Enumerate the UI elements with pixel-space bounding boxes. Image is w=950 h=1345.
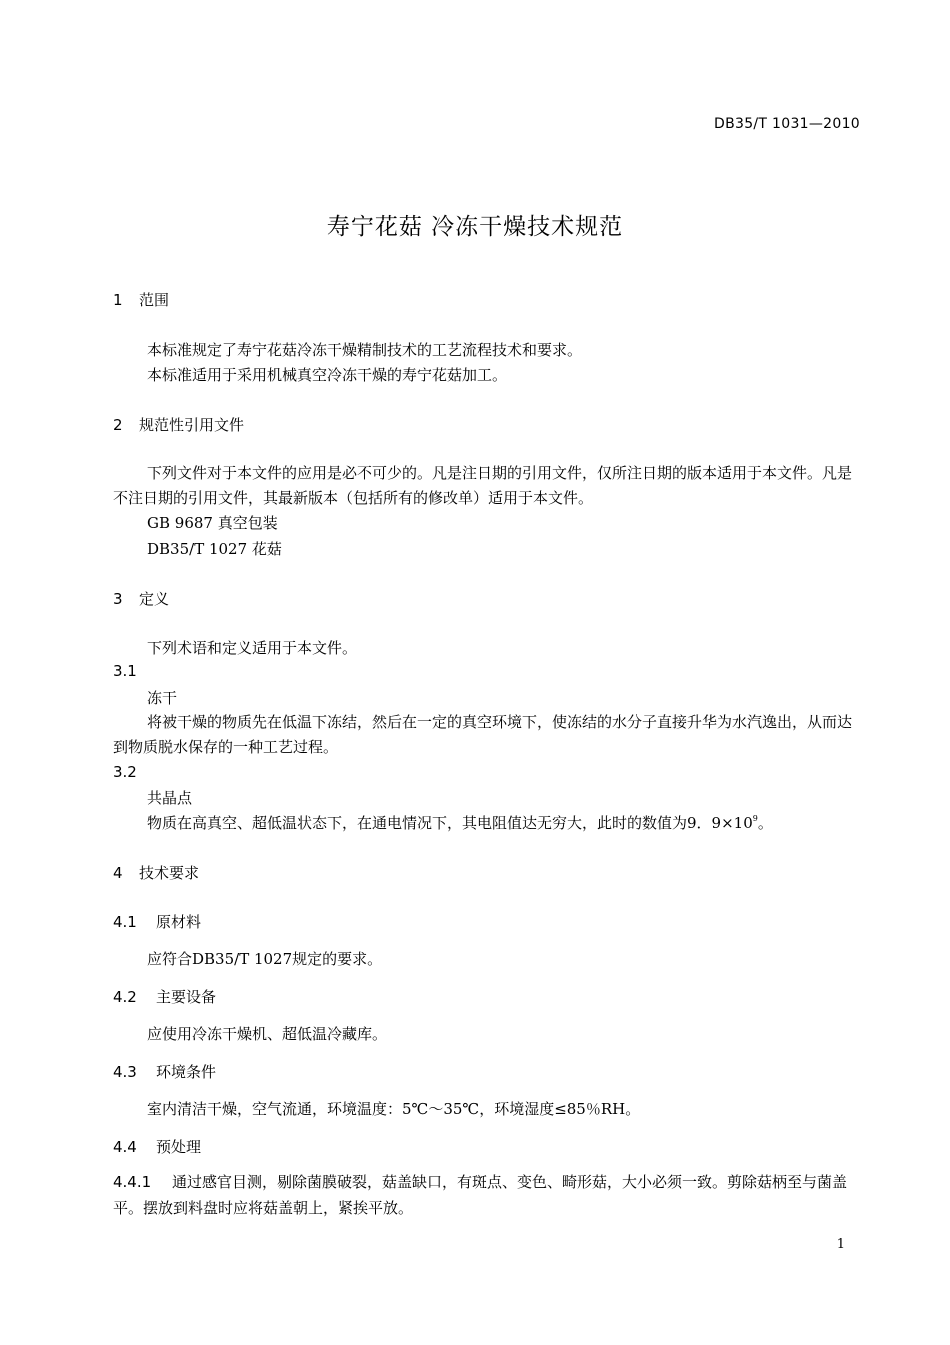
paragraph: 应使用冷冻干燥机、超低温冷藏库。 (147, 1025, 388, 1043)
document-title: 寿宁花菇 冷冻干燥技术规范 (326, 214, 624, 240)
subsection-number: 4.1 (113, 913, 137, 931)
subsection-4-1-heading (113, 911, 201, 932)
subsection-title: 环境条件 (156, 1063, 217, 1081)
clause-text: 通过感官目测，剔除菌膜破裂，菇盖缺口，有斑点、变色、畸形菇，大小必须一致。剪除菇柄至与菌盖平。摆放到料盘时应将菇盖朝上，紧挨平放。 (113, 1173, 848, 1217)
exponent: 9 (752, 814, 758, 823)
section-1-heading (113, 289, 169, 310)
paragraph: 本标准适用于采用机械真空冷冻干燥的寿宁花菇加工。 (147, 366, 508, 384)
subsection-title: 预处理 (156, 1138, 202, 1156)
paragraph: 应符合DB35/T 1027规定的要求。 (147, 950, 383, 968)
section-number: 4 (113, 864, 123, 882)
subsection-4-3-heading (113, 1061, 216, 1082)
paragraph: 本标准规定了寿宁花菇冷冻干燥精制技术的工艺流程技术和要求。 (147, 341, 583, 359)
definition-text: 物质在高真空、超低温状态下，在通电情况下，其电阻值达无穷大，此时的数值为9．9×10 (147, 814, 753, 832)
subsection-4-4-heading (113, 1136, 201, 1157)
section-title: 定义 (139, 590, 170, 608)
section-number: 3 (113, 590, 123, 608)
section-number: 1 (113, 291, 123, 309)
term-definition: 将被干燥的物质先在低温下冻结，然后在一定的真空环境下，使冻结的水分子直接升华为水汽逸出，从而达到物质脱水保存的一种工艺过程。 (113, 713, 853, 756)
section-title: 规范性引用文件 (139, 416, 245, 434)
section-2-heading (113, 414, 244, 435)
term-number: 3.1 (113, 662, 137, 680)
section-4-heading (113, 862, 199, 883)
subsection-number: 4.2 (113, 988, 137, 1006)
normative-reference: GB 9687 真空包装 (147, 514, 278, 532)
subsection-number: 4.3 (113, 1063, 137, 1081)
page-number: 1 (836, 1237, 845, 1252)
clause-number: 4.4.1 (113, 1173, 152, 1191)
paragraph: 室内清洁干燥，空气流通，环境温度：5℃～35℃，环境湿度≤85％RH。 (147, 1100, 641, 1118)
normative-reference: DB35/T 1027 花菇 (147, 540, 282, 558)
definition-text-end: 。 (757, 814, 773, 832)
paragraph: 下列术语和定义适用于本文件。 (147, 639, 358, 657)
subsection-title: 原材料 (156, 913, 202, 931)
section-3-heading (113, 588, 169, 609)
term-name: 冻干 (147, 689, 178, 707)
term-number: 3.2 (113, 763, 137, 781)
term-definition (147, 812, 773, 833)
section-title: 范围 (139, 291, 170, 309)
standard-id: DB35/T 1031—2010 (714, 116, 860, 132)
subsection-title: 主要设备 (156, 988, 217, 1006)
paragraph: 下列文件对于本文件的应用是必不可少的。凡是注日期的引用文件，仅所注日期的版本适用于本文件。凡是不注日期的引用文件，其最新版本（包括所有的修改单）适用于本文件。 (113, 464, 853, 507)
term-name: 共晶点 (147, 789, 193, 807)
section-title: 技术要求 (139, 864, 200, 882)
subsection-number: 4.4 (113, 1138, 137, 1156)
subsection-4-2-heading (113, 986, 216, 1007)
section-number: 2 (113, 416, 123, 434)
clause-4-4-1 (113, 1170, 861, 1222)
